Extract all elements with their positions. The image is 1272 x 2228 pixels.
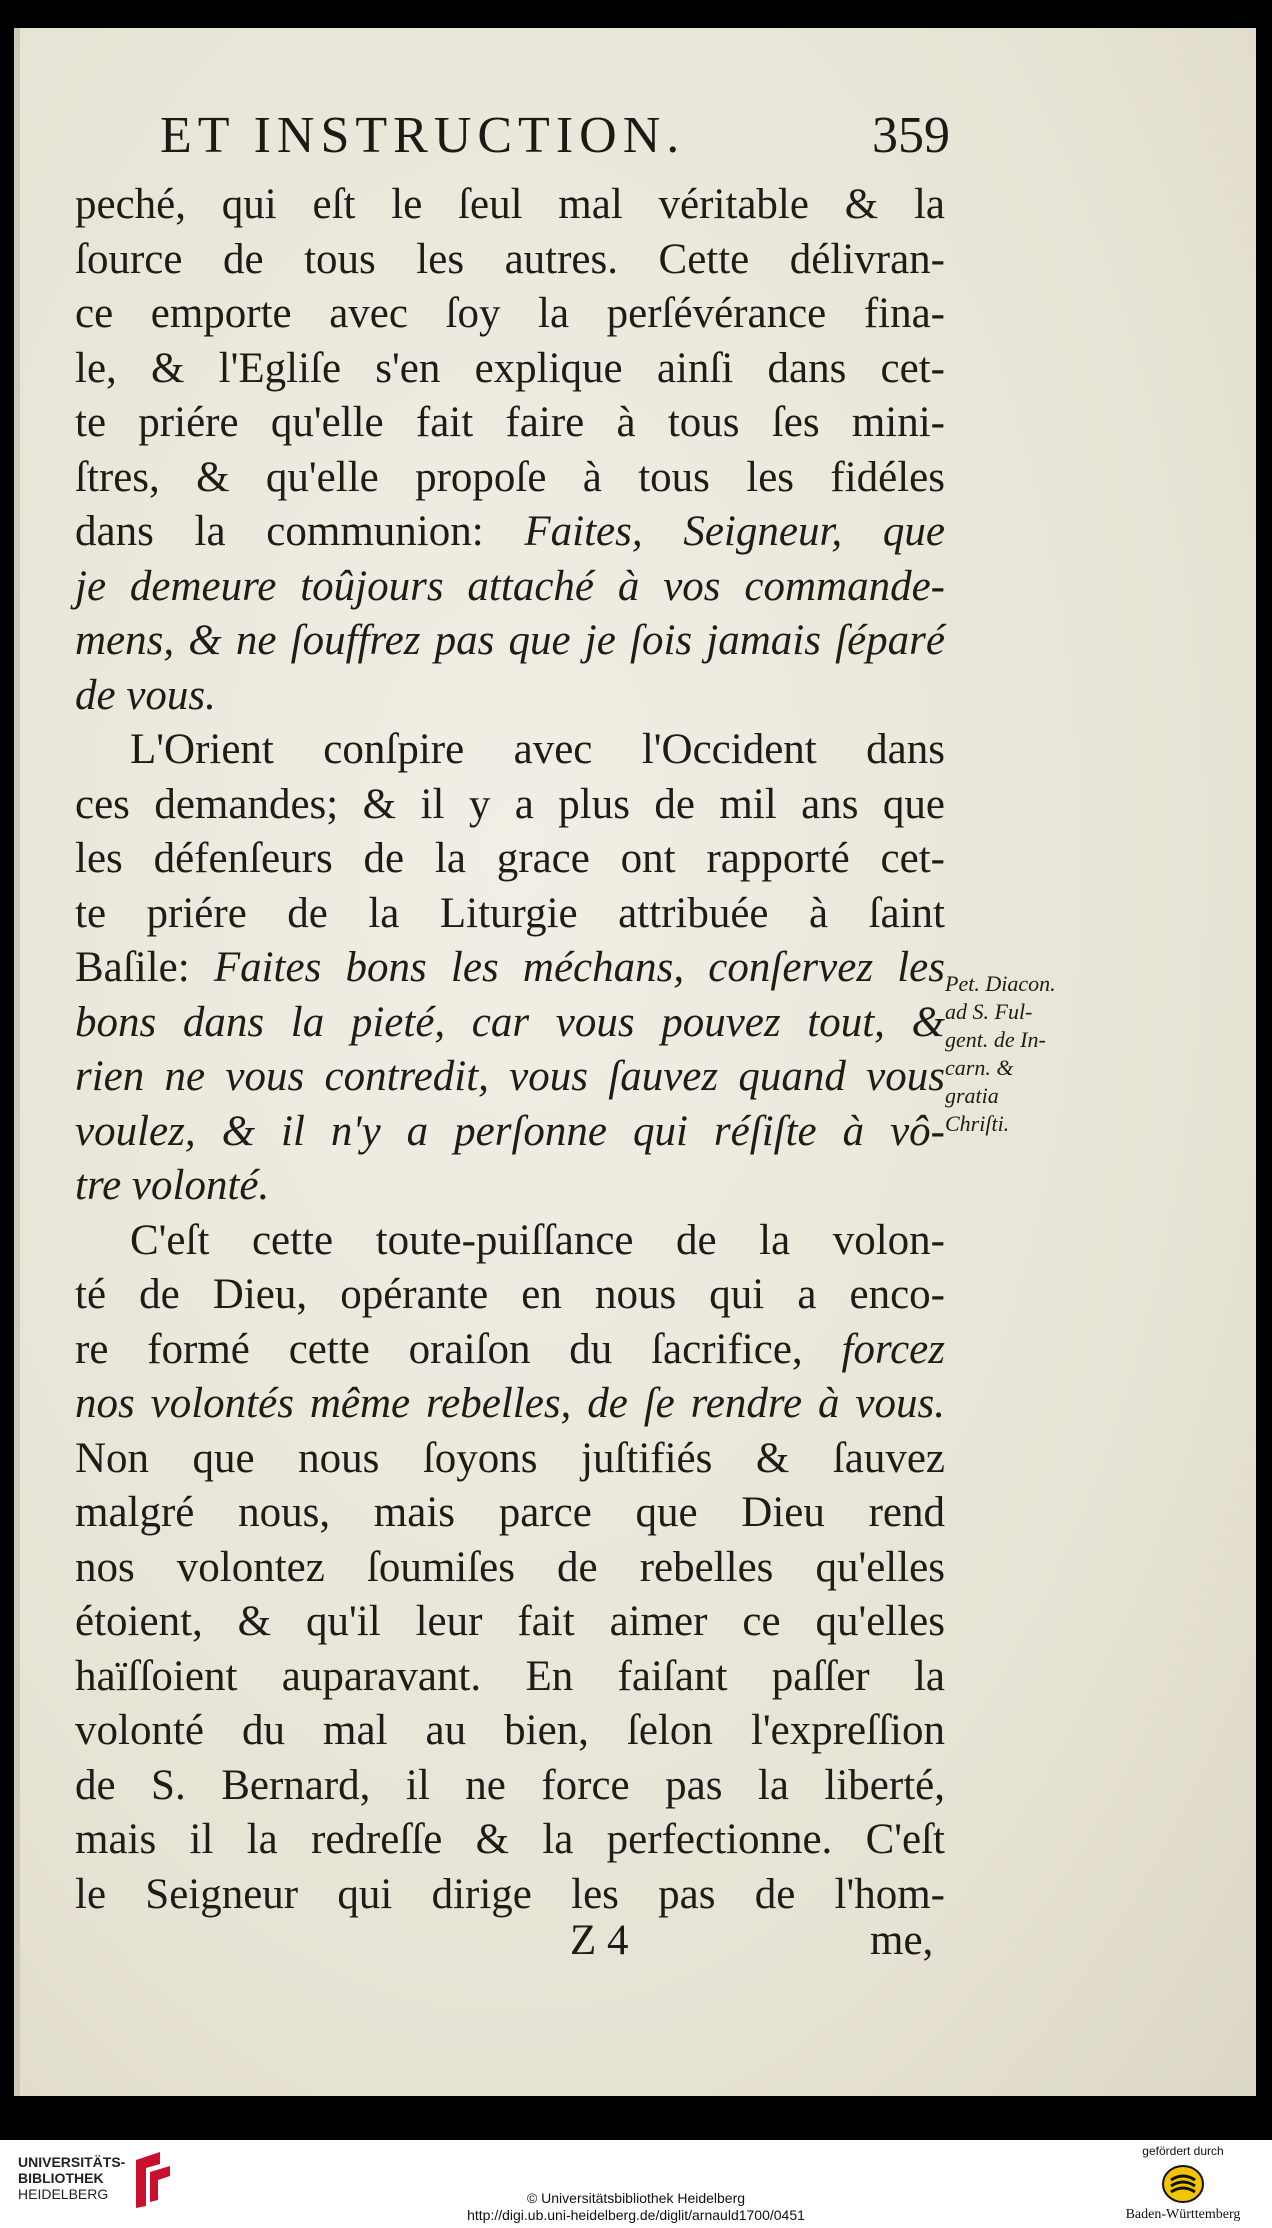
text-line: rien ne vous contredit, vous ſauvez quand vous (75, 1053, 945, 1100)
margin-note-line: gratia (945, 1083, 999, 1108)
copyright (0, 2190, 1272, 2224)
text-line: te priére qu'elle fait faire à tous ſes mini- (75, 399, 945, 446)
margin-note-line: gent. de In- (945, 1027, 1046, 1052)
text-line: mens, & ne ſouffrez pas que je ſois jamais ſéparé (75, 617, 945, 664)
text-line: Non que nous ſoyons juſtifiés & ſauvez (75, 1434, 945, 1482)
funded-by-label: gefördert durch (1142, 2144, 1224, 2158)
text-line: tre volonté. (75, 1162, 270, 1209)
margin-note-line: ad S. Ful- (945, 999, 1033, 1024)
footer-bar (0, 2140, 1272, 2228)
margin-note-line: Pet. Diacon. (945, 971, 1056, 996)
text-line: haïſſoient auparavant. En faiſant paſſer la (75, 1652, 945, 1700)
text-line: bons dans la pieté, car vous pouvez tout, & (75, 998, 945, 1046)
italic-run: Faites bons les méchans, conſervez les (213, 944, 946, 991)
text-line: mais il la redreſſe & la perfectionne. C'eſt (75, 1816, 945, 1863)
text-line: C'eſt cette toute-puiſſance de la volon- (130, 1216, 945, 1264)
copyright-text: © Universitätsbibliothek Heidelberg (526, 2190, 746, 2206)
text-line: les défenſeurs de la grace ont rapporté cet- (75, 835, 945, 882)
roman-run: re formé cette oraiſon du ſacrifice, (75, 1325, 842, 1373)
italic-run: forcez (841, 1325, 945, 1373)
text-line: je demeure toûjours attaché à vos commande- (75, 562, 945, 610)
text-line: té de Dieu, opérante en nous qui a enco- (75, 1271, 945, 1318)
book-page (14, 28, 1256, 2096)
funding-credit (1108, 2144, 1258, 2222)
text-line: de S. Bernard, il ne force pas la liberté, (75, 1761, 945, 1809)
catchword: me, (870, 1917, 934, 1964)
text-line: peché, qui eſt le ſeul mal véritable & la (75, 181, 945, 228)
library-name-line-2: BIBLIOTHEK (18, 2170, 104, 2186)
running-head (150, 106, 950, 176)
text-line: étoient, & qu'il leur fait aimer ce qu'elles (75, 1598, 945, 1645)
text-line: le Seigneur qui dirige les pas de l'hom- (75, 1870, 945, 1918)
text-line: volonté du mal au bien, ſelon l'expreſſion (75, 1707, 945, 1754)
text-line: te priére de la Liturgie attribuée à ſaint (75, 889, 945, 937)
body-text (75, 178, 945, 1922)
running-title: ET INSTRUCTION. (160, 107, 686, 164)
library-name-line-3: HEIDELBERG (18, 2186, 109, 2202)
text-line: L'Orient conſpire avec l'Occident dans (130, 726, 945, 773)
text-line (75, 505, 945, 560)
text-line: nos volontez ſoumiſes de rebelles qu'elles (75, 1543, 945, 1591)
italic-run: Faites, Seigneur, que (524, 508, 945, 555)
text-line (75, 1323, 945, 1378)
text-line: de vous. (75, 671, 216, 719)
margin-note (945, 970, 1100, 1138)
roman-run: Baſile: (75, 944, 214, 991)
text-line: voulez, & il n'y a perſonne qui réſiſte à vô- (75, 1107, 945, 1155)
text-line: ſtres, & qu'elle propoſe à tous les fidéles (75, 453, 945, 501)
text-line: ce emporte avec ſoy la perſévérance fina- (75, 290, 945, 337)
margin-note-line: carn. & (945, 1055, 1014, 1080)
text-line: ſource de tous les autres. Cette délivran- (75, 235, 945, 283)
text-line: ces demandes; & il y a plus de mil ans que (75, 780, 945, 828)
text-line: malgré nous, mais parce que Dieu rend (75, 1489, 945, 1536)
source-url[interactable]: http://digi.ub.uni-heidelberg.de/diglit/arnauld1700/0451 (467, 2207, 805, 2223)
roman-run: dans la communion: (75, 508, 525, 555)
page-number: 359 (872, 107, 950, 164)
text-line: nos volontés même rebelles, de ſe rendre à vous. (75, 1380, 945, 1427)
library-name-line-1: UNIVERSITÄTS- (18, 2154, 126, 2170)
text-line: le, & l'Egliſe s'en explique ainſi dans cet- (75, 344, 945, 392)
state-name: Baden-Württemberg (1125, 2207, 1241, 2222)
state-seal-icon (1161, 2162, 1205, 2206)
margin-note-line: Chriſti. (945, 1111, 1010, 1136)
text-line (75, 941, 945, 996)
signature-mark: Z 4 (570, 1917, 629, 1964)
